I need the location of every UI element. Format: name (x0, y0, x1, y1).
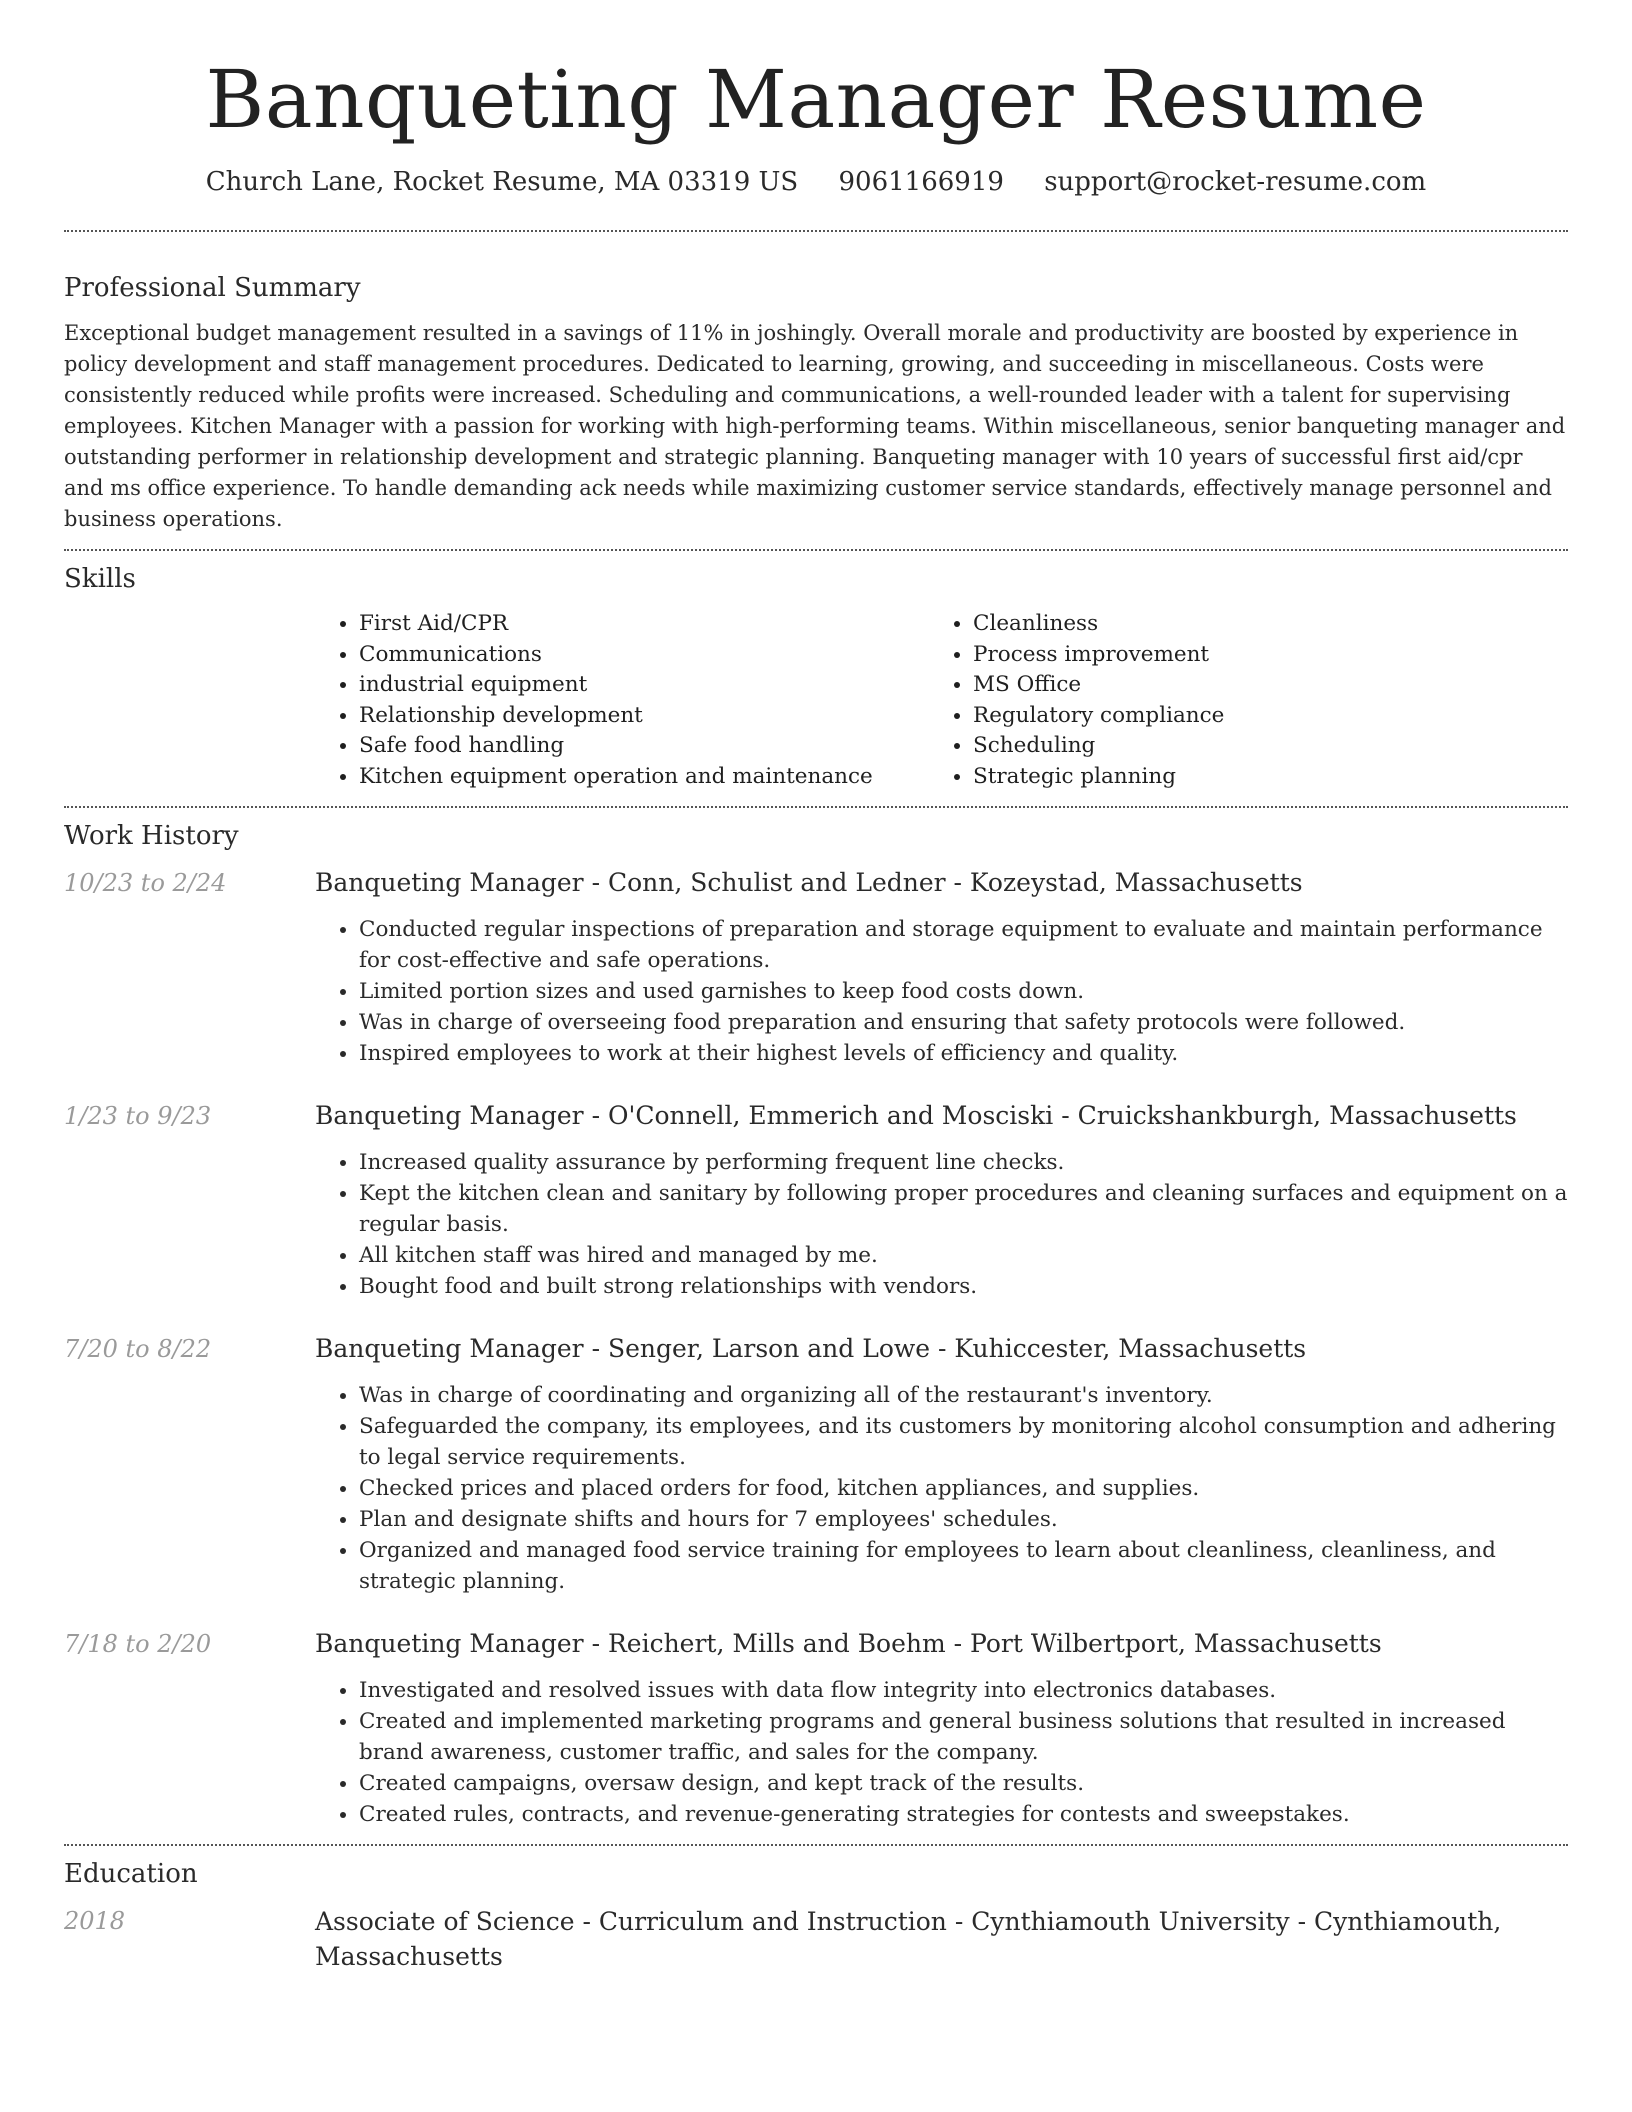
skill-item: • Cleanliness (973, 609, 1224, 640)
job-entry (64, 866, 1568, 1069)
skill-item: • First Aid/CPR (359, 609, 929, 640)
job-entry (64, 1332, 1568, 1597)
job-bullet: • Increased quality assurance by performing frequent line checks. (359, 1147, 1568, 1178)
education-heading: Education (64, 1859, 198, 1889)
job-dates: 1/23 to 9/23 (64, 1102, 212, 1130)
job-bullet: • Checked prices and placed orders for food, kitchen appliances, and supplies. (359, 1473, 1568, 1504)
skill-item: • Kitchen equipment operation and maintenance (359, 762, 929, 793)
job-bullet: • Conducted regular inspections of preparation and storage equipment to evaluate and maintain performance for cost-effective and safe operations. (359, 914, 1568, 976)
job-bullets (315, 1380, 1568, 1597)
job-title: Banqueting Manager - Senger, Larson and Lowe - Kuhiccester, Massachusetts (315, 1334, 1307, 1363)
summary-text: Exceptional budget management resulted in a savings of 11% in joshingly. Overall morale and productivity are boosted by experience in policy development and staff management procedures. Dedicated to learning, growing, and succeeding in miscellaneous. Costs were consistently reduced while profits were increased. Scheduling and communications, a well-rounded leader with a talent for supervising employees. Kitchen Manager with a passion for working with high-performing teams. Within miscellaneous, senior banqueting manager and outstanding performer in relationship development and strategic planning. Banqueting manager with 10 years of successful first aid/cpr and ms office experience. To handle demanding ack needs while maximizing customer service standards, effectively manage personnel and business operations. (64, 321, 1566, 531)
skill-item: • Relationship development (359, 701, 929, 732)
divider (64, 230, 1568, 232)
education-year: 2018 (64, 1907, 126, 1935)
job-bullet: • Plan and designate shifts and hours for 7 employees' schedules. (359, 1504, 1568, 1535)
job-entry (64, 1099, 1568, 1302)
skill-item: • Communications (359, 640, 929, 671)
skill-item: • Regulatory compliance (973, 701, 1224, 732)
address: Church Lane, Rocket Resume, MA 03319 US (205, 167, 799, 197)
job-bullets (315, 1147, 1568, 1302)
skills-heading: Skills (64, 564, 136, 594)
job-bullet: • Investigated and resolved issues with data flow integrity into electronics databases. (359, 1675, 1568, 1706)
job-bullets (315, 1675, 1568, 1830)
job-bullet: • Created rules, contracts, and revenue-generating strategies for contests and sweepstakes. (359, 1799, 1568, 1830)
skill-item: • Process improvement (973, 640, 1224, 671)
job-bullets (315, 914, 1568, 1069)
job-title: Banqueting Manager - O'Connell, Emmerich and Mosciski - Cruickshankburgh, Massachusetts (315, 1101, 1517, 1130)
divider (64, 549, 1568, 551)
job-bullet: • Bought food and built strong relationships with vendors. (359, 1271, 1568, 1302)
skill-item: • Strategic planning (973, 762, 1224, 793)
job-title: Banqueting Manager - Conn, Schulist and Ledner - Kozeystad, Massachusetts (315, 868, 1303, 897)
resume-title: Banqueting Manager Resume (205, 53, 1427, 146)
skill-item: • industrial equipment (359, 670, 929, 701)
job-dates: 10/23 to 2/24 (64, 869, 227, 897)
job-bullet: • Limited portion sizes and used garnishes to keep food costs down. (359, 976, 1568, 1007)
summary-heading: Professional Summary (64, 273, 361, 303)
work-history-heading: Work History (64, 821, 239, 851)
skills-column-1 (315, 609, 929, 792)
job-bullet: • Was in charge of overseeing food preparation and ensuring that safety protocols were followed. (359, 1007, 1568, 1038)
skill-item: • MS Office (973, 670, 1224, 701)
job-bullet: • Organized and managed food service training for employees to learn about cleanliness, cleanliness, and strategic planning. (359, 1535, 1568, 1597)
job-entry (64, 1627, 1568, 1844)
email: support@rocket-resume.com (1044, 167, 1427, 197)
job-dates: 7/18 to 2/20 (64, 1630, 212, 1658)
job-dates: 7/20 to 8/22 (64, 1335, 212, 1363)
job-bullet: • All kitchen staff was hired and managed by me. (359, 1240, 1568, 1271)
job-bullet: • Was in charge of coordinating and organizing all of the restaurant's inventory. (359, 1380, 1568, 1411)
job-title: Banqueting Manager - Reichert, Mills and Boehm - Port Wilbertport, Massachusetts (315, 1629, 1382, 1658)
job-bullet: • Created and implemented marketing programs and general business solutions that resulted in increased brand awareness, customer traffic, and sales for the company. (359, 1706, 1568, 1768)
job-bullet: • Kept the kitchen clean and sanitary by following proper procedures and cleaning surfaces and equipment on a regular basis. (359, 1178, 1568, 1240)
job-bullet: • Inspired employees to work at their highest levels of efficiency and quality. (359, 1038, 1568, 1069)
contact-line (64, 166, 1568, 198)
divider (64, 806, 1568, 808)
job-bullet: • Safeguarded the company, its employees, and its customers by monitoring alcohol consumption and adhering to legal service requirements. (359, 1411, 1568, 1473)
job-bullet: • Created campaigns, oversaw design, and kept track of the results. (359, 1768, 1568, 1799)
education-entry (64, 1904, 1568, 1974)
phone: 9061166919 (838, 167, 1004, 197)
skill-item: • Scheduling (973, 731, 1224, 762)
skills-list (315, 609, 1568, 792)
skills-column-2 (929, 609, 1224, 792)
education-degree: Associate of Science - Curriculum and Instruction - Cynthiamouth University - Cynthiamouth, Massachusetts (315, 1907, 1502, 1971)
divider (64, 1844, 1568, 1846)
skill-item: • Safe food handling (359, 731, 929, 762)
